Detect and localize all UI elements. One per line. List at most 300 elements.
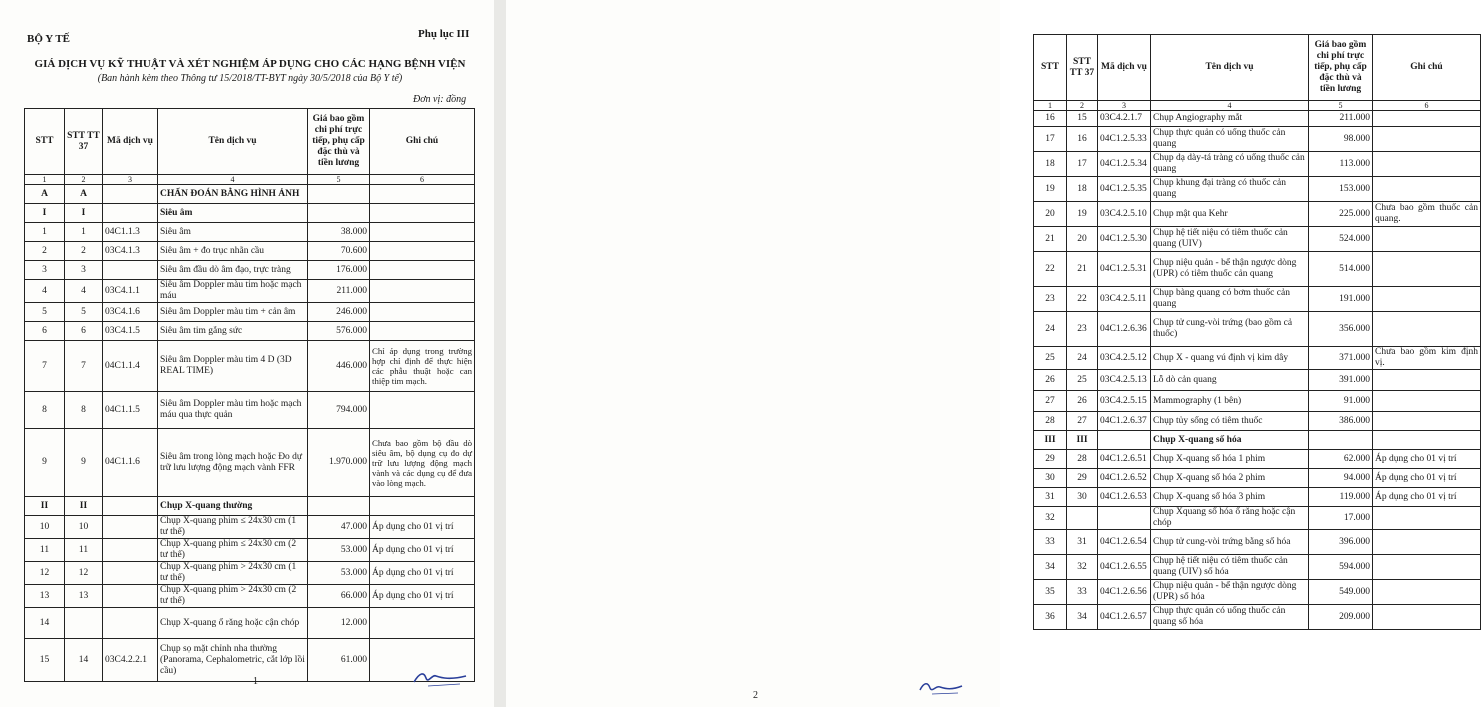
cell-stt37: 32 (1067, 555, 1098, 580)
cell-stt37: 12 (65, 562, 103, 585)
header-note: Ghi chú (1373, 35, 1481, 101)
cell-service-name: Siêu âm (158, 223, 308, 242)
cell-stt: 11 (25, 539, 65, 562)
index-cell: 5 (1309, 101, 1373, 111)
cell-stt37: II (65, 497, 103, 516)
cell-code: 04C1.2.5.33 (1098, 127, 1151, 152)
index-cell: 2 (65, 175, 103, 185)
cell-price: 113.000 (1309, 152, 1373, 177)
cell-stt: 16 (1034, 111, 1067, 127)
cell-service-name: Chụp thực quản có uống thuốc cản quang số hóa (1151, 605, 1309, 630)
cell-stt37: 26 (1067, 391, 1098, 412)
header-stt37: STT TT 37 (1067, 35, 1098, 101)
cell-note (1373, 507, 1481, 530)
cell-service-name: Chụp mật qua Kehr (1151, 202, 1309, 227)
cell-note (1373, 177, 1481, 202)
cell-price: 356.000 (1309, 312, 1373, 347)
cell-note: Chưa bao gồm thuốc cản quang. (1373, 202, 1481, 227)
cell-stt: A (25, 185, 65, 204)
index-cell: 2 (1067, 101, 1098, 111)
cell-stt: 24 (1034, 312, 1067, 347)
cell-stt: 36 (1034, 605, 1067, 630)
table-row (1034, 252, 1481, 287)
cell-stt: 6 (25, 322, 65, 341)
cell-price: 576.000 (308, 322, 370, 341)
header-stt: STT (1034, 35, 1067, 101)
cell-stt37: 8 (65, 392, 103, 429)
cell-service-name: Chụp X - quang vú định vị kim dây (1151, 347, 1309, 370)
cell-service-name: Chụp niệu quản - bể thận ngược dòng (UPR) số hóa (1151, 580, 1309, 605)
cell-stt: 30 (1034, 469, 1067, 488)
cell-service-name: Siêu âm Doppler màu tim 4 D (3D REAL TIME) (158, 341, 308, 392)
cell-code: 03C4.2.5.10 (1098, 202, 1151, 227)
cell-stt37: 14 (65, 639, 103, 682)
cell-stt37: 7 (65, 341, 103, 392)
header-code: Mã dịch vụ (1098, 35, 1151, 101)
header-name: Tên dịch vụ (158, 109, 308, 175)
section-row (25, 185, 475, 204)
cell-stt37: I (65, 204, 103, 223)
cell-price: 12.000 (308, 608, 370, 639)
cell-service-name: Lỗ dò cản quang (1151, 370, 1309, 391)
header-price: Giá bao gồm chi phí trực tiếp, phụ cấp đặc thù và tiền lương (1309, 35, 1373, 101)
cell-price: 17.000 (1309, 507, 1373, 530)
table-row (1034, 227, 1481, 252)
price-table-page-1 (24, 108, 475, 682)
table-row (25, 392, 475, 429)
cell-service-name: Chụp X-quang số hóa 1 phim (1151, 450, 1309, 469)
document-page-2 (506, 0, 1478, 707)
cell-stt: II (25, 497, 65, 516)
index-cell: 4 (1151, 101, 1309, 111)
cell-code (103, 204, 158, 223)
cell-stt37: 3 (65, 261, 103, 280)
cell-code: 03C4.1.1 (103, 280, 158, 303)
cell-code: 04C1.2.6.55 (1098, 555, 1151, 580)
cell-service-name: Mammography (1 bên) (1151, 391, 1309, 412)
cell-stt37: A (65, 185, 103, 204)
cell-service-name: Chụp tủy sống có tiêm thuốc (1151, 412, 1309, 431)
cell-service-name: Chụp bàng quang có bơm thuốc cản quang (1151, 287, 1309, 312)
cell-code: 03C4.2.5.12 (1098, 347, 1151, 370)
index-cell: 1 (25, 175, 65, 185)
cell-stt: 9 (25, 429, 65, 497)
cell-service-name: Chụp thực quản có uống thuốc cản quang (1151, 127, 1309, 152)
cell-stt37: 9 (65, 429, 103, 497)
table-row (25, 585, 475, 608)
cell-service-name: Chụp tử cung-vòi trứng bằng số hóa (1151, 530, 1309, 555)
cell-stt: III (1034, 431, 1067, 450)
cell-price: 119.000 (1309, 488, 1373, 507)
cell-stt: 15 (25, 639, 65, 682)
cell-code: 04C1.2.6.36 (1098, 312, 1151, 347)
cell-stt: 28 (1034, 412, 1067, 431)
cell-stt37: 15 (1067, 111, 1098, 127)
cell-service-name: Chụp X-quang phim ≤ 24x30 cm (2 tư thế) (158, 539, 308, 562)
cell-stt37: 17 (1067, 152, 1098, 177)
appendix-label: Phụ lục III (418, 28, 470, 40)
table-row (25, 429, 475, 497)
cell-price: 61.000 (308, 639, 370, 682)
cell-price (1309, 431, 1373, 450)
table-row (1034, 287, 1481, 312)
cell-price: 386.000 (1309, 412, 1373, 431)
cell-stt: 34 (1034, 555, 1067, 580)
cell-stt37: 23 (1067, 312, 1098, 347)
cell-note (1373, 252, 1481, 287)
header-note: Ghi chú (370, 109, 475, 175)
section-row (25, 497, 475, 516)
cell-code: 03C4.2.5.11 (1098, 287, 1151, 312)
cell-note: Áp dụng cho 01 vị trí (1373, 488, 1481, 507)
cell-code: 04C1.2.6.51 (1098, 450, 1151, 469)
cell-stt37: 4 (65, 280, 103, 303)
cell-price (308, 185, 370, 204)
cell-stt37: 31 (1067, 530, 1098, 555)
cell-stt37: 11 (65, 539, 103, 562)
cell-code: 04C1.2.5.30 (1098, 227, 1151, 252)
table-row (1034, 450, 1481, 469)
cell-note (370, 497, 475, 516)
cell-service-name: Chụp hệ tiết niệu có tiêm thuốc cản quang (UIV) số hóa (1151, 555, 1309, 580)
cell-note: Áp dụng cho 01 vị trí (1373, 469, 1481, 488)
cell-stt37: 6 (65, 322, 103, 341)
cell-note (370, 303, 475, 322)
cell-price: 371.000 (1309, 347, 1373, 370)
cell-stt37: 21 (1067, 252, 1098, 287)
cell-price: 594.000 (1309, 555, 1373, 580)
cell-service-name: Chụp khung đại tràng có thuốc cản quang (1151, 177, 1309, 202)
index-cell: 6 (1373, 101, 1481, 111)
cell-code: 04C1.2.6.37 (1098, 412, 1151, 431)
cell-price (308, 497, 370, 516)
cell-stt37: 10 (65, 516, 103, 539)
cell-stt37: 24 (1067, 347, 1098, 370)
cell-service-name: CHẨN ĐOÁN BẰNG HÌNH ẢNH (158, 185, 308, 204)
index-cell: 4 (158, 175, 308, 185)
index-cell: 3 (103, 175, 158, 185)
table-row (25, 242, 475, 261)
cell-service-name: Siêu âm + đo trục nhãn cầu (158, 242, 308, 261)
table-row (25, 341, 475, 392)
cell-price: 396.000 (1309, 530, 1373, 555)
cell-price: 191.000 (1309, 287, 1373, 312)
cell-service-name: Siêu âm trong lòng mạch hoặc Đo dự trữ lưu lượng động mạch vành FFR (158, 429, 308, 497)
table-row (1034, 580, 1481, 605)
price-table-page-2 (1033, 34, 1481, 630)
index-cell: 3 (1098, 101, 1151, 111)
cell-stt37 (1067, 507, 1098, 530)
cell-code: 04C1.2.5.35 (1098, 177, 1151, 202)
cell-note: Áp dụng cho 01 vị trí (370, 585, 475, 608)
table-row (1034, 469, 1481, 488)
cell-stt: 26 (1034, 370, 1067, 391)
cell-price: 1.970.000 (308, 429, 370, 497)
cell-note (1373, 530, 1481, 555)
cell-note: Áp dụng cho 01 vị trí (370, 539, 475, 562)
table-row (25, 608, 475, 639)
table-row (1034, 507, 1481, 530)
document-subtitle: (Ban hành kèm theo Thông tư 15/2018/TT-BYT ngày 30/5/2018 của Bộ Y tế) (97, 73, 403, 84)
cell-stt37: 5 (65, 303, 103, 322)
cell-code: 04C1.2.6.56 (1098, 580, 1151, 605)
cell-stt: 4 (25, 280, 65, 303)
cell-price: 211.000 (1309, 111, 1373, 127)
cell-stt37: 13 (65, 585, 103, 608)
ministry-header: BỘ Y TẾ (27, 33, 70, 45)
cell-service-name: Chụp X-quang thường (158, 497, 308, 516)
cell-note (1373, 127, 1481, 152)
cell-stt37: 1 (65, 223, 103, 242)
cell-code: 04C1.2.6.52 (1098, 469, 1151, 488)
cell-price: 209.000 (1309, 605, 1373, 630)
cell-note: Chưa bao gồm bộ đầu dò siêu âm, bộ dụng cụ đo dự trữ lưu lượng động mạch vành và các dụng cụ để đưa vào lòng mạch. (370, 429, 475, 497)
cell-note (1373, 412, 1481, 431)
cell-stt37: 34 (1067, 605, 1098, 630)
cell-stt: 2 (25, 242, 65, 261)
cell-stt37: 28 (1067, 450, 1098, 469)
cell-stt: 7 (25, 341, 65, 392)
cell-note (370, 204, 475, 223)
cell-code (1098, 431, 1151, 450)
cell-stt: 31 (1034, 488, 1067, 507)
cell-note (1373, 370, 1481, 391)
cell-note: Áp dụng cho 01 vị trí (370, 516, 475, 539)
cell-service-name: Chụp X-quang phim > 24x30 cm (1 tư thế) (158, 562, 308, 585)
cell-stt37: III (1067, 431, 1098, 450)
cell-note (370, 242, 475, 261)
document-title: GIÁ DỊCH VỤ KỸ THUẬT VÀ XÉT NGHIỆM ÁP DỤNG CHO CÁC HẠNG BỆNH VIỆN (34, 58, 466, 70)
cell-note (1373, 555, 1481, 580)
cell-note: Áp dụng cho 01 vị trí (1373, 450, 1481, 469)
header-price: Giá bao gồm chi phí trực tiếp, phụ cấp đặc thù và tiền lương (308, 109, 370, 175)
cell-stt37: 2 (65, 242, 103, 261)
cell-service-name: Chụp niệu quản - bể thận ngược dòng (UPR) có tiêm thuốc cản quang (1151, 252, 1309, 287)
header-stt: STT (25, 109, 65, 175)
table-row (1034, 530, 1481, 555)
cell-service-name: Siêu âm (158, 204, 308, 223)
cell-code: 03C4.1.5 (103, 322, 158, 341)
cell-note (370, 322, 475, 341)
cell-service-name: Chụp X-quang phim ≤ 24x30 cm (1 tư thế) (158, 516, 308, 539)
cell-stt: 33 (1034, 530, 1067, 555)
cell-service-name: Chụp X-quang ổ răng hoặc cận chóp (158, 608, 308, 639)
cell-note (1373, 287, 1481, 312)
cell-stt37: 27 (1067, 412, 1098, 431)
table-row (1034, 412, 1481, 431)
header-name: Tên dịch vụ (1151, 35, 1309, 101)
cell-code (1098, 507, 1151, 530)
table-row (25, 539, 475, 562)
cell-stt: 29 (1034, 450, 1067, 469)
section-row (25, 204, 475, 223)
cell-stt: 18 (1034, 152, 1067, 177)
cell-stt: 19 (1034, 177, 1067, 202)
cell-service-name: Chụp tử cung-vòi trứng (bao gồm cả thuốc) (1151, 312, 1309, 347)
cell-stt37: 19 (1067, 202, 1098, 227)
cell-service-name: Chụp dạ dày-tá tràng có uống thuốc cản quang (1151, 152, 1309, 177)
table-row (1034, 370, 1481, 391)
cell-price: 794.000 (308, 392, 370, 429)
cell-note (370, 261, 475, 280)
cell-stt: 8 (25, 392, 65, 429)
cell-price: 176.000 (308, 261, 370, 280)
cell-stt: 23 (1034, 287, 1067, 312)
cell-note (370, 608, 475, 639)
cell-code: 03C4.2.2.1 (103, 639, 158, 682)
cell-code: 04C1.2.6.54 (1098, 530, 1151, 555)
table-row (1034, 488, 1481, 507)
table-row (25, 280, 475, 303)
cell-note (1373, 605, 1481, 630)
table-row (25, 261, 475, 280)
cell-stt: 3 (25, 261, 65, 280)
cell-stt37: 33 (1067, 580, 1098, 605)
cell-price: 225.000 (1309, 202, 1373, 227)
header-code: Mã dịch vụ (103, 109, 158, 175)
cell-stt37 (65, 608, 103, 639)
cell-note (370, 223, 475, 242)
table-row (1034, 202, 1481, 227)
cell-service-name: Chụp sọ mặt chỉnh nha thường (Panorama, Cephalometric, cắt lớp lồi cầu) (158, 639, 308, 682)
table-row (1034, 605, 1481, 630)
cell-code (103, 185, 158, 204)
cell-service-name: Chụp X-quang số hóa (1151, 431, 1309, 450)
cell-note (370, 392, 475, 429)
cell-service-name: Siêu âm đầu dò âm đạo, trực tràng (158, 261, 308, 280)
cell-code: 04C1.1.6 (103, 429, 158, 497)
cell-note (1373, 580, 1481, 605)
cell-code: 04C1.2.6.53 (1098, 488, 1151, 507)
cell-code: 03C4.1.6 (103, 303, 158, 322)
table-row (25, 516, 475, 539)
cell-code: 03C4.2.1.7 (1098, 111, 1151, 127)
table-row (25, 223, 475, 242)
cell-price: 391.000 (1309, 370, 1373, 391)
cell-service-name: Chụp X-quang số hóa 3 phim (1151, 488, 1309, 507)
cell-stt: 14 (25, 608, 65, 639)
page-number: 2 (753, 690, 758, 701)
cell-note: Chưa bao gồm kim định vị. (1373, 347, 1481, 370)
cell-code (103, 608, 158, 639)
cell-stt: 22 (1034, 252, 1067, 287)
cell-code: 04C1.1.4 (103, 341, 158, 392)
cell-stt: 35 (1034, 580, 1067, 605)
cell-stt37: 22 (1067, 287, 1098, 312)
table-row (1034, 111, 1481, 127)
cell-code (103, 585, 158, 608)
cell-price: 549.000 (1309, 580, 1373, 605)
cell-price: 47.000 (308, 516, 370, 539)
cell-service-name: Chụp Xquang số hóa ổ răng hoặc cận chóp (1151, 507, 1309, 530)
cell-code: 04C1.2.5.31 (1098, 252, 1151, 287)
cell-note: Áp dụng cho 01 vị trí (370, 562, 475, 585)
cell-note (1373, 431, 1481, 450)
cell-service-name: Chụp Angiography mắt (1151, 111, 1309, 127)
cell-price: 514.000 (1309, 252, 1373, 287)
cell-service-name: Siêu âm Doppler màu tim hoặc mạch máu qua thực quản (158, 392, 308, 429)
table-row (1034, 127, 1481, 152)
cell-code (103, 516, 158, 539)
cell-stt37: 16 (1067, 127, 1098, 152)
cell-code: 04C1.1.3 (103, 223, 158, 242)
table-row (1034, 555, 1481, 580)
cell-stt: 25 (1034, 347, 1067, 370)
cell-service-name: Siêu âm Doppler màu tim hoặc mạch máu (158, 280, 308, 303)
cell-price: 98.000 (1309, 127, 1373, 152)
cell-note: Chỉ áp dụng trong trường hợp chỉ định để thực hiện các phẫu thuật hoặc can thiệp tim mạch. (370, 341, 475, 392)
cell-stt37: 20 (1067, 227, 1098, 252)
cell-code: 03C4.2.5.13 (1098, 370, 1151, 391)
table-row (1034, 347, 1481, 370)
cell-stt: 12 (25, 562, 65, 585)
cell-price: 211.000 (308, 280, 370, 303)
header-stt37: STT TT 37 (65, 109, 103, 175)
cell-service-name: Chụp hệ tiết niệu có tiêm thuốc cản quang (UIV) (1151, 227, 1309, 252)
currency-unit: Đơn vị: đồng (413, 94, 467, 105)
table-row (1034, 177, 1481, 202)
cell-code: 03C4.2.5.15 (1098, 391, 1151, 412)
cell-note (1373, 152, 1481, 177)
table-row (25, 639, 475, 682)
cell-service-name: Chụp X-quang phim > 24x30 cm (2 tư thế) (158, 585, 308, 608)
signature-mark (410, 664, 470, 690)
cell-price: 94.000 (1309, 469, 1373, 488)
cell-note (1373, 227, 1481, 252)
cell-stt: 21 (1034, 227, 1067, 252)
cell-price: 246.000 (308, 303, 370, 322)
cell-code: 03C4.1.3 (103, 242, 158, 261)
cell-code (103, 261, 158, 280)
cell-note (370, 185, 475, 204)
index-cell: 5 (308, 175, 370, 185)
cell-price: 62.000 (1309, 450, 1373, 469)
table-row (25, 322, 475, 341)
cell-code (103, 539, 158, 562)
cell-service-name: Chụp X-quang số hóa 2 phim (1151, 469, 1309, 488)
cell-price: 53.000 (308, 562, 370, 585)
cell-stt: 27 (1034, 391, 1067, 412)
index-cell: 6 (370, 175, 475, 185)
cell-price: 38.000 (308, 223, 370, 242)
cell-price: 70.600 (308, 242, 370, 261)
cell-price: 53.000 (308, 539, 370, 562)
cell-note (1373, 111, 1481, 127)
section-row (1034, 431, 1481, 450)
index-cell: 1 (1034, 101, 1067, 111)
page-gutter (494, 0, 506, 707)
table-row (1034, 152, 1481, 177)
cell-note (1373, 391, 1481, 412)
page-number: 1 (253, 676, 258, 687)
cell-stt: 32 (1034, 507, 1067, 530)
table-row (1034, 391, 1481, 412)
cell-code: 04C1.2.6.57 (1098, 605, 1151, 630)
cell-stt: 10 (25, 516, 65, 539)
cell-stt: 17 (1034, 127, 1067, 152)
cell-code: 04C1.2.5.34 (1098, 152, 1151, 177)
cell-price: 66.000 (308, 585, 370, 608)
table-row (25, 303, 475, 322)
cell-stt37: 30 (1067, 488, 1098, 507)
table-row (1034, 312, 1481, 347)
table-row (25, 562, 475, 585)
cell-price: 91.000 (1309, 391, 1373, 412)
cell-code: 04C1.1.5 (103, 392, 158, 429)
cell-stt37: 25 (1067, 370, 1098, 391)
cell-service-name: Siêu âm tim gắng sức (158, 322, 308, 341)
cell-stt: 13 (25, 585, 65, 608)
